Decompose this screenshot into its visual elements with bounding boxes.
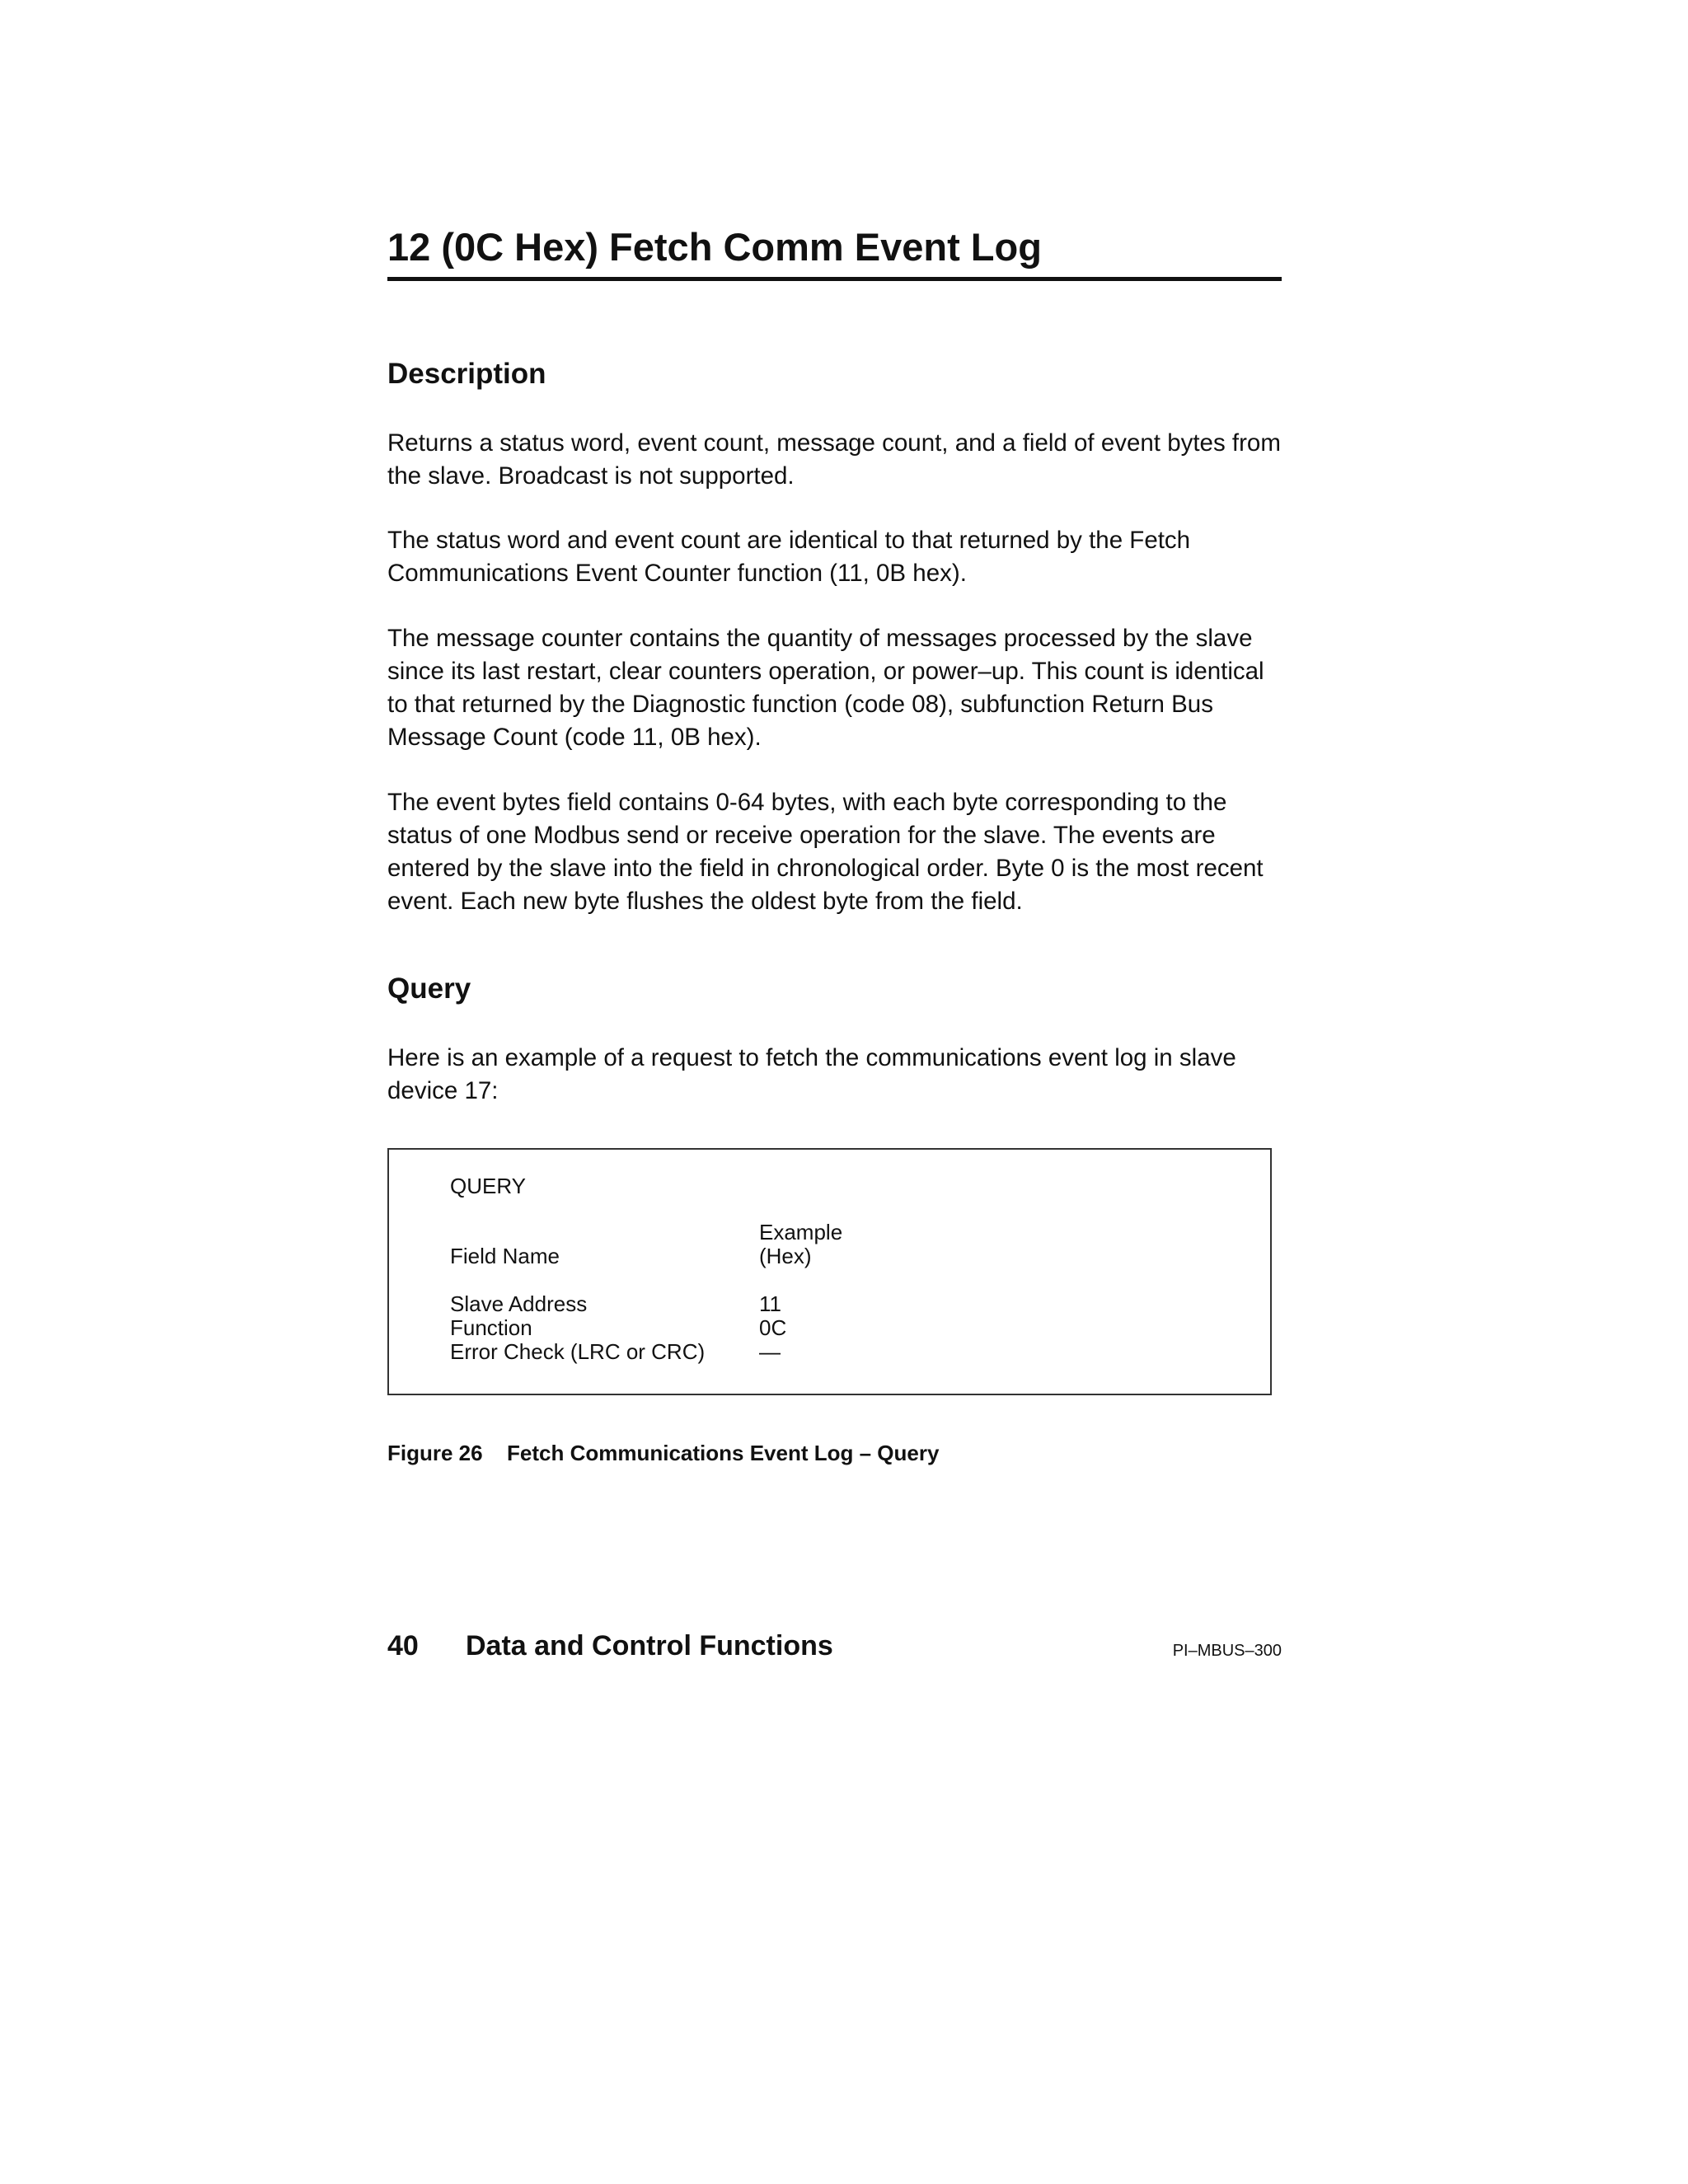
row-field-slave-address: Slave Address xyxy=(450,1291,588,1316)
page-content xyxy=(387,223,1282,1465)
row-value-function: 0C xyxy=(759,1315,787,1340)
footer-document-id: PI–MBUS–300 xyxy=(1172,1642,1282,1660)
figure-number: Figure 26 xyxy=(387,1441,483,1465)
query-heading: Query xyxy=(387,972,471,1005)
figure-box-title: QUERY xyxy=(450,1174,526,1198)
page-footer xyxy=(387,1630,1282,1671)
example-hex-header-line1: Example xyxy=(759,1220,843,1244)
row-field-error-check: Error Check (LRC or CRC) xyxy=(450,1339,706,1364)
description-paragraph-1: Returns a status word, event count, message count, and a field of event bytes from the slave. Broadcast is not supported. xyxy=(387,429,1281,490)
example-hex-header-line2: (Hex) xyxy=(759,1244,812,1268)
description-paragraph-2: The status word and event count are identical to that returned by the Fetch Communications Event Counter function (11, 0B hex). xyxy=(387,527,1191,587)
query-figure-box xyxy=(387,1148,1272,1395)
row-value-error-check: — xyxy=(759,1339,781,1364)
row-field-function: Function xyxy=(450,1315,532,1340)
section-title: 12 (0C Hex) Fetch Comm Event Log xyxy=(387,223,1282,281)
description-paragraph-4: The event bytes field contains 0-64 bytes, with each byte corresponding to the status of one Modbus send or receive operation for the slave. The events are entered by the slave into the field in chronological order. Byte 0 is the most recent event. Each new byte flushes the oldest byte from the field. xyxy=(387,789,1264,915)
figure-caption-text: Fetch Communications Event Log – Query xyxy=(507,1441,940,1465)
figure-caption xyxy=(387,1441,939,1466)
footer-chapter-title: Data and Control Functions xyxy=(466,1630,833,1661)
row-value-slave-address: 11 xyxy=(759,1291,781,1316)
description-paragraph-3: The message counter contains the quantity of messages processed by the slave since its last restart, clear counters operation, or power–up. This count is identical to that returned by the Diagnostic function (code 08), subfunction Return Bus Message Count (code 11, 0B hex). xyxy=(387,625,1264,751)
field-name-header: Field Name xyxy=(450,1244,560,1268)
footer-page-number: 40 xyxy=(387,1630,419,1661)
description-heading: Description xyxy=(387,358,546,390)
query-intro: Here is an example of a request to fetch the communications event log in slave device 17: xyxy=(387,1044,1236,1104)
